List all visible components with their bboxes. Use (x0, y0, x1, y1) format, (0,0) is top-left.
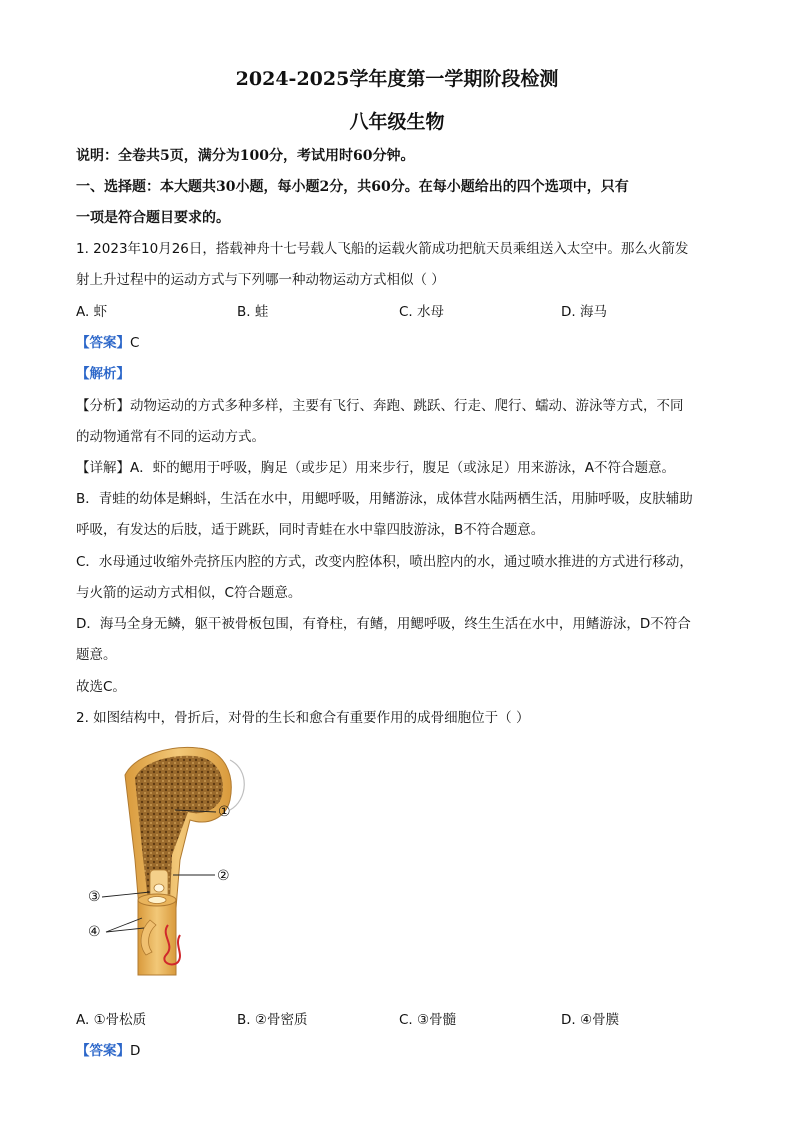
section-heading-line1: 一、选择题：本大题共30小题，每小题2分，共60分。在每小题给出的四个选项中，只有 (76, 179, 629, 195)
figure-label-3: ③ (88, 889, 101, 905)
document-title: 2024-2025学年度第一学期阶段检测 (235, 68, 559, 90)
figure-label-1: ① (218, 804, 231, 820)
q1-option-d: D. 海马 (561, 304, 607, 320)
q1-fenxi-line1: 【分析】动物运动的方式多种多样，主要有飞行、奔跑、跳跃、行走、爬行、蠕动、游泳等方式，不同 (76, 398, 684, 414)
q1-explain-d-line2: 题意。 (76, 647, 117, 663)
answer-tag: 【答案】 (76, 335, 130, 351)
document-subtitle: 八年级生物 (349, 111, 445, 133)
q1-option-c: C. 水母 (399, 304, 445, 320)
q1-stem-line2: 射上升过程中的运动方式与下列哪一种动物运动方式相似（ ） (76, 272, 445, 288)
q2-option-b: B. ②骨密质 (237, 1012, 308, 1028)
q1-analysis-heading (76, 364, 721, 384)
q1-option-b: B. 蛙 (237, 304, 269, 320)
xiangjie-tag: 【详解】 (76, 460, 130, 476)
q1-option-a: A. 虾 (76, 304, 108, 320)
q1-explain-d-line1: D．海马全身无鳞，躯干被骨板包围，有脊柱，有鳍，用鳃呼吸，终生生活在水中，用鳍游泳，D不符合 (76, 616, 691, 632)
analysis-tag: 【解析】 (76, 366, 130, 382)
instructions: 说明：全卷共5页，满分为100分，考试用时60分钟。 (76, 148, 415, 164)
q2-answer (76, 1041, 721, 1061)
q2-option-a: A. ①骨松质 (76, 1012, 147, 1028)
answer-value: C (130, 335, 140, 351)
bone-structure-figure (80, 740, 250, 985)
q1-conclusion: 故选C。 (76, 679, 126, 695)
fenxi-tag: 【分析】 (76, 398, 130, 414)
q2-option-c: C. ③骨髓 (399, 1012, 457, 1028)
q1-fenxi-line2: 的动物通常有不同的运动方式。 (76, 429, 265, 445)
q2-option-d: D. ④骨膜 (561, 1012, 620, 1028)
q1-stem-line1: 1. 2023年10月26日，搭载神舟十七号载人飞船的运载火箭成功把航天员乘组送入太空中。那么火箭发 (76, 241, 689, 257)
section-heading-line2: 一项是符合题目要求的。 (76, 210, 230, 226)
q1-explain-c-line2: 与火箭的运动方式相似，C符合题意。 (76, 585, 302, 601)
figure-label-2: ② (217, 868, 230, 884)
answer-value: D (130, 1043, 141, 1059)
q1-explain-b-line1: B．青蛙的幼体是蝌蚪，生活在水中，用鳃呼吸，用鳍游泳，成体营水陆两栖生活，用肺呼吸，皮肤辅助 (76, 491, 693, 507)
q2-stem: 2. 如图结构中，骨折后，对骨的生长和愈合有重要作用的成骨细胞位于（ ） (76, 710, 530, 726)
q1-explain-b-line2: 呼吸，有发达的后肢，适于跳跃，同时青蛙在水中靠四肢游泳，B不符合题意。 (76, 522, 545, 538)
q1-explain-c-line1: C．水母通过收缩外壳挤压内腔的方式，改变内腔体积，喷出腔内的水，通过喷水推进的方式进行移动， (76, 554, 693, 570)
answer-tag: 【答案】 (76, 1043, 130, 1059)
q1-answer (76, 333, 721, 353)
q1-explain-a: 【详解】A．虾的鳃用于呼吸，胸足（或步足）用来步行，腹足（或泳足）用来游泳，A不符合题意。 (76, 460, 675, 476)
figure-label-4: ④ (88, 924, 101, 940)
